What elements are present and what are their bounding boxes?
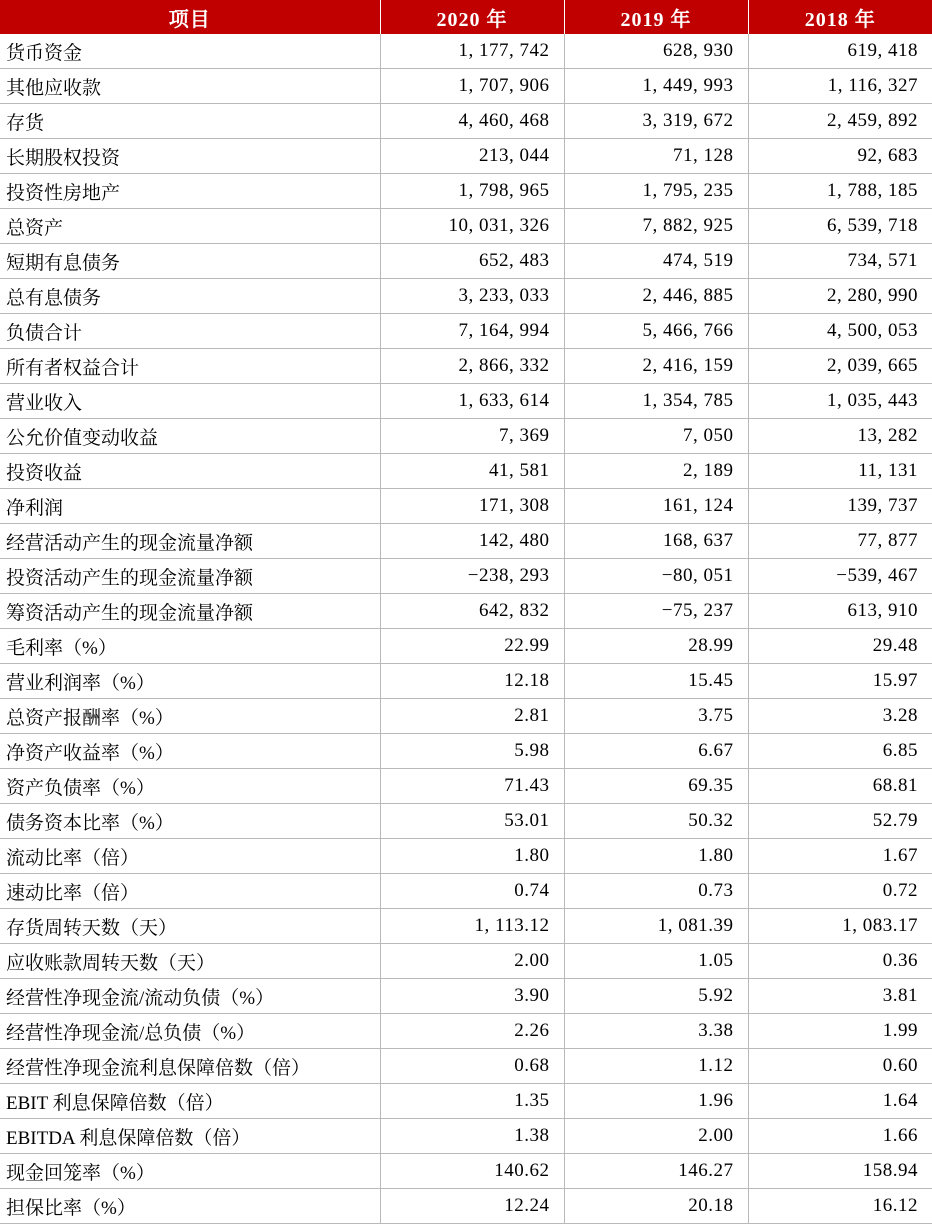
row-label: 应收账款周转天数（天） — [0, 944, 380, 979]
cell-2018: 11, 131 — [748, 454, 932, 489]
table-row — [0, 664, 932, 699]
cell-2018: 613, 910 — [748, 594, 932, 629]
cell-2020: 7, 164, 994 — [380, 314, 564, 349]
table-row — [0, 839, 932, 874]
cell-2018: 1.67 — [748, 839, 932, 874]
row-label: 流动比率（倍） — [0, 839, 380, 874]
table-header — [0, 0, 932, 34]
cell-2019: 146.27 — [564, 1154, 748, 1189]
cell-2018: 13, 282 — [748, 419, 932, 454]
table-row — [0, 769, 932, 804]
table-row — [0, 384, 932, 419]
row-label: 营业收入 — [0, 384, 380, 419]
row-label: 速动比率（倍） — [0, 874, 380, 909]
cell-2018: 2, 280, 990 — [748, 279, 932, 314]
table-row — [0, 209, 932, 244]
cell-2018: 2, 459, 892 — [748, 104, 932, 139]
cell-2020: 171, 308 — [380, 489, 564, 524]
table-row — [0, 874, 932, 909]
cell-2020: 0.74 — [380, 874, 564, 909]
cell-2019: 2, 416, 159 — [564, 349, 748, 384]
table-row — [0, 174, 932, 209]
cell-2018: 16.12 — [748, 1189, 932, 1224]
cell-2018: 29.48 — [748, 629, 932, 664]
cell-2020: 642, 832 — [380, 594, 564, 629]
row-label: 投资活动产生的现金流量净额 — [0, 559, 380, 594]
row-label: 投资性房地产 — [0, 174, 380, 209]
cell-2019: 168, 637 — [564, 524, 748, 559]
cell-2018: 77, 877 — [748, 524, 932, 559]
cell-2018: 92, 683 — [748, 139, 932, 174]
cell-2020: 2, 866, 332 — [380, 349, 564, 384]
cell-2020: 71.43 — [380, 769, 564, 804]
cell-2019: 2.00 — [564, 1119, 748, 1154]
cell-2019: 3.38 — [564, 1014, 748, 1049]
table-row — [0, 454, 932, 489]
row-label: 毛利率（%） — [0, 629, 380, 664]
table-row — [0, 349, 932, 384]
cell-2020: 3, 233, 033 — [380, 279, 564, 314]
row-label: 所有者权益合计 — [0, 349, 380, 384]
cell-2018: 0.60 — [748, 1049, 932, 1084]
cell-2019: 28.99 — [564, 629, 748, 664]
cell-2019: 1.96 — [564, 1084, 748, 1119]
cell-2020: 213, 044 — [380, 139, 564, 174]
table-row — [0, 979, 932, 1014]
cell-2020: 2.81 — [380, 699, 564, 734]
column-header-2020: 2020 年 — [380, 0, 564, 34]
cell-2020: 22.99 — [380, 629, 564, 664]
cell-2019: 0.73 — [564, 874, 748, 909]
cell-2020: 4, 460, 468 — [380, 104, 564, 139]
cell-2019: 2, 446, 885 — [564, 279, 748, 314]
table-row — [0, 314, 932, 349]
cell-2018: 1, 116, 327 — [748, 69, 932, 104]
cell-2019: 7, 882, 925 — [564, 209, 748, 244]
cell-2020: −238, 293 — [380, 559, 564, 594]
table-row — [0, 909, 932, 944]
table-row — [0, 1014, 932, 1049]
row-label: 存货周转天数（天） — [0, 909, 380, 944]
row-label: 现金回笼率（%） — [0, 1154, 380, 1189]
row-label: 经营性净现金流/流动负债（%） — [0, 979, 380, 1014]
table-body — [0, 34, 932, 1224]
row-label: 负债合计 — [0, 314, 380, 349]
table-row — [0, 1189, 932, 1224]
cell-2019: 50.32 — [564, 804, 748, 839]
cell-2020: 53.01 — [380, 804, 564, 839]
cell-2020: 0.68 — [380, 1049, 564, 1084]
row-label: 债务资本比率（%） — [0, 804, 380, 839]
cell-2020: 41, 581 — [380, 454, 564, 489]
cell-2018: 734, 571 — [748, 244, 932, 279]
table-row — [0, 629, 932, 664]
cell-2018: 2, 039, 665 — [748, 349, 932, 384]
cell-2019: 1, 795, 235 — [564, 174, 748, 209]
table-row — [0, 524, 932, 559]
table-header-row — [0, 0, 932, 34]
table-row — [0, 1049, 932, 1084]
table-row — [0, 104, 932, 139]
cell-2020: 140.62 — [380, 1154, 564, 1189]
cell-2018: 3.28 — [748, 699, 932, 734]
table-row — [0, 594, 932, 629]
row-label: 筹资活动产生的现金流量净额 — [0, 594, 380, 629]
table-row — [0, 1119, 932, 1154]
cell-2018: 1, 788, 185 — [748, 174, 932, 209]
row-label: EBIT 利息保障倍数（倍） — [0, 1084, 380, 1119]
row-label: 净利润 — [0, 489, 380, 524]
cell-2019: 7, 050 — [564, 419, 748, 454]
table-row — [0, 489, 932, 524]
table-row — [0, 34, 932, 69]
cell-2020: 2.00 — [380, 944, 564, 979]
row-label: 担保比率（%） — [0, 1189, 380, 1224]
cell-2019: 474, 519 — [564, 244, 748, 279]
row-label: 总资产报酬率（%） — [0, 699, 380, 734]
table-row — [0, 279, 932, 314]
row-label: 资产负债率（%） — [0, 769, 380, 804]
row-label: 经营性净现金流/总负债（%） — [0, 1014, 380, 1049]
cell-2018: 15.97 — [748, 664, 932, 699]
cell-2020: 142, 480 — [380, 524, 564, 559]
table-row — [0, 244, 932, 279]
cell-2019: 2, 189 — [564, 454, 748, 489]
row-label: 其他应收款 — [0, 69, 380, 104]
table-row — [0, 1154, 932, 1189]
cell-2018: 0.72 — [748, 874, 932, 909]
cell-2020: 1, 113.12 — [380, 909, 564, 944]
cell-2020: 2.26 — [380, 1014, 564, 1049]
cell-2018: 4, 500, 053 — [748, 314, 932, 349]
cell-2019: −80, 051 — [564, 559, 748, 594]
column-header-2019: 2019 年 — [564, 0, 748, 34]
cell-2019: 1, 449, 993 — [564, 69, 748, 104]
table-row — [0, 419, 932, 454]
cell-2018: 1.99 — [748, 1014, 932, 1049]
cell-2018: −539, 467 — [748, 559, 932, 594]
cell-2018: 52.79 — [748, 804, 932, 839]
table-row — [0, 804, 932, 839]
cell-2020: 5.98 — [380, 734, 564, 769]
cell-2020: 3.90 — [380, 979, 564, 1014]
row-label: EBITDA 利息保障倍数（倍） — [0, 1119, 380, 1154]
cell-2019: 1.80 — [564, 839, 748, 874]
cell-2019: 1, 081.39 — [564, 909, 748, 944]
cell-2019: 628, 930 — [564, 34, 748, 69]
cell-2018: 0.36 — [748, 944, 932, 979]
cell-2018: 6.85 — [748, 734, 932, 769]
cell-2020: 1, 707, 906 — [380, 69, 564, 104]
table-row — [0, 734, 932, 769]
cell-2020: 12.24 — [380, 1189, 564, 1224]
cell-2018: 619, 418 — [748, 34, 932, 69]
cell-2018: 139, 737 — [748, 489, 932, 524]
table-row — [0, 559, 932, 594]
cell-2019: 3, 319, 672 — [564, 104, 748, 139]
cell-2019: 161, 124 — [564, 489, 748, 524]
cell-2019: 20.18 — [564, 1189, 748, 1224]
row-label: 营业利润率（%） — [0, 664, 380, 699]
row-label: 投资收益 — [0, 454, 380, 489]
cell-2020: 1.35 — [380, 1084, 564, 1119]
table-row — [0, 699, 932, 734]
cell-2019: −75, 237 — [564, 594, 748, 629]
row-label: 短期有息债务 — [0, 244, 380, 279]
cell-2019: 3.75 — [564, 699, 748, 734]
table-row — [0, 1084, 932, 1119]
cell-2019: 69.35 — [564, 769, 748, 804]
cell-2019: 1.12 — [564, 1049, 748, 1084]
cell-2018: 68.81 — [748, 769, 932, 804]
cell-2018: 1, 083.17 — [748, 909, 932, 944]
row-label: 总资产 — [0, 209, 380, 244]
cell-2018: 6, 539, 718 — [748, 209, 932, 244]
row-label: 总有息债务 — [0, 279, 380, 314]
column-header-2018: 2018 年 — [748, 0, 932, 34]
cell-2020: 7, 369 — [380, 419, 564, 454]
cell-2020: 1, 177, 742 — [380, 34, 564, 69]
cell-2019: 5.92 — [564, 979, 748, 1014]
cell-2019: 6.67 — [564, 734, 748, 769]
cell-2019: 1.05 — [564, 944, 748, 979]
table-row — [0, 139, 932, 174]
cell-2018: 158.94 — [748, 1154, 932, 1189]
row-label: 净资产收益率（%） — [0, 734, 380, 769]
table-row — [0, 69, 932, 104]
row-label: 公允价值变动收益 — [0, 419, 380, 454]
cell-2020: 1, 633, 614 — [380, 384, 564, 419]
table-row — [0, 944, 932, 979]
row-label: 存货 — [0, 104, 380, 139]
cell-2019: 71, 128 — [564, 139, 748, 174]
cell-2020: 1.80 — [380, 839, 564, 874]
cell-2020: 1, 798, 965 — [380, 174, 564, 209]
row-label: 货币资金 — [0, 34, 380, 69]
cell-2020: 10, 031, 326 — [380, 209, 564, 244]
cell-2020: 652, 483 — [380, 244, 564, 279]
cell-2019: 1, 354, 785 — [564, 384, 748, 419]
cell-2018: 1.64 — [748, 1084, 932, 1119]
cell-2020: 1.38 — [380, 1119, 564, 1154]
cell-2018: 1.66 — [748, 1119, 932, 1154]
cell-2019: 15.45 — [564, 664, 748, 699]
cell-2019: 5, 466, 766 — [564, 314, 748, 349]
row-label: 经营活动产生的现金流量净额 — [0, 524, 380, 559]
cell-2020: 12.18 — [380, 664, 564, 699]
cell-2018: 1, 035, 443 — [748, 384, 932, 419]
column-header-item: 项目 — [0, 0, 380, 34]
row-label: 长期股权投资 — [0, 139, 380, 174]
cell-2018: 3.81 — [748, 979, 932, 1014]
row-label: 经营性净现金流利息保障倍数（倍） — [0, 1049, 380, 1084]
